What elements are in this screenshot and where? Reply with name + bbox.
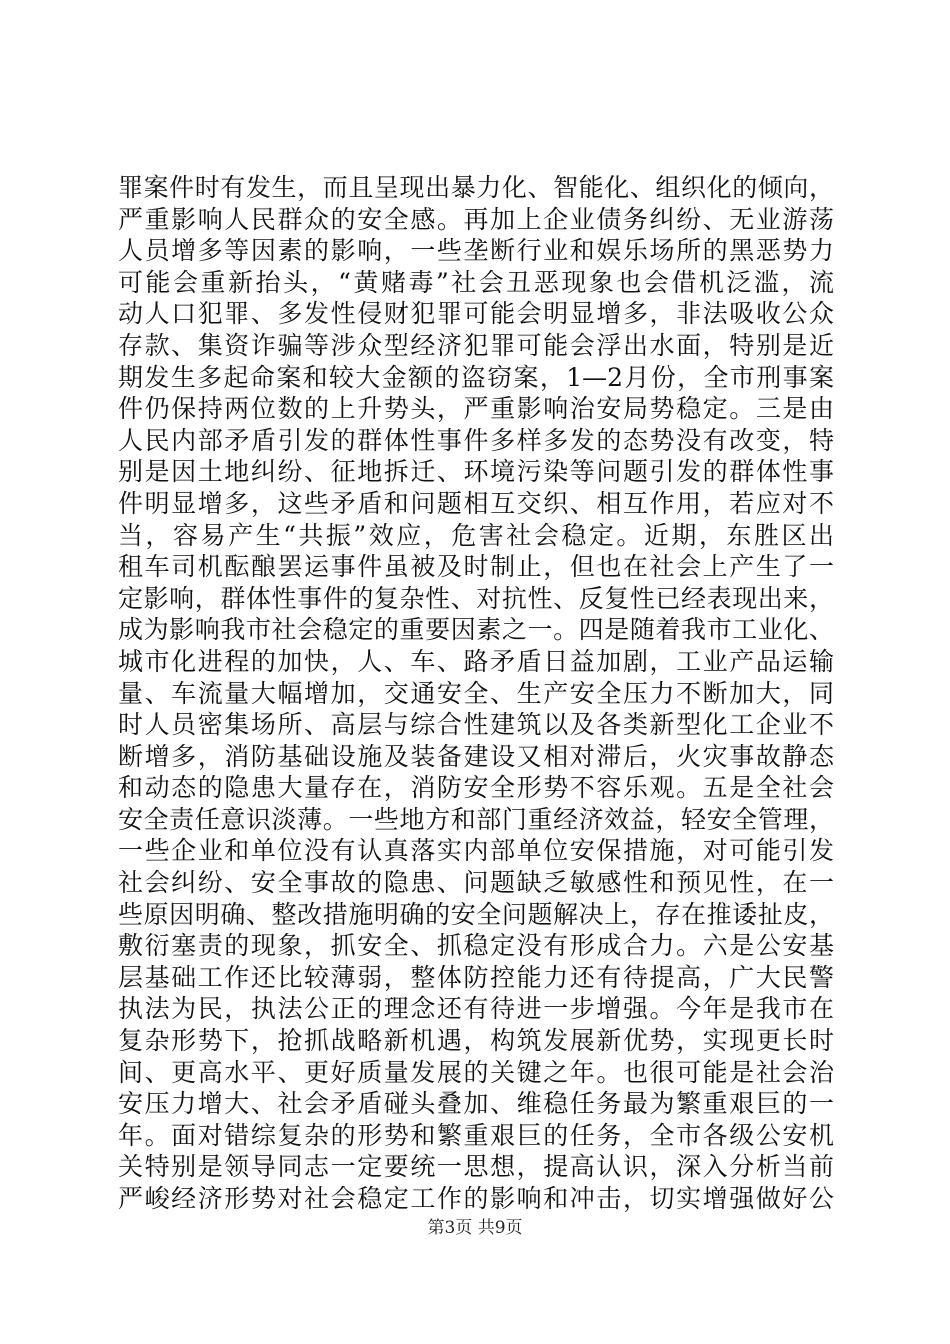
text-line: 和动态的隐患大量存在，消防安全形势不容乐观。五是全社会 — [118, 773, 834, 803]
text-line: 层基础工作还比较薄弱，整体防控能力还有待提高，广大民警 — [118, 962, 834, 992]
page-footer — [0, 1216, 950, 1240]
text-line: 人员增多等因素的影响，一些垄断行业和娱乐场所的黑恶势力 — [118, 236, 834, 266]
text-line: 年。面对错综复杂的形势和繁重艰巨的任务，全市各级公安机 — [118, 1120, 834, 1150]
text-line: 敷衍塞责的现象，抓安全、抓稳定没有形成合力。六是公安基 — [118, 931, 834, 961]
total-prefix: 共 — [477, 1218, 495, 1238]
text-line: 当，容易产生“共振”效应，危害社会稳定。近期，东胜区出 — [118, 520, 834, 550]
total-suffix: 页 — [505, 1218, 523, 1238]
text-line: 别是因土地纠纷、征地拆迁、环境污染等问题引发的群体性事 — [118, 457, 834, 487]
text-line: 关特别是领导同志一定要统一思想，提高认识，深入分析当前 — [118, 1152, 834, 1182]
text-line: 定影响，群体性事件的复杂性、对抗性、反复性已经表现出来， — [118, 583, 834, 613]
text-line: 量、车流量大幅增加，交通安全、生产安全压力不断加大，同 — [118, 678, 834, 708]
text-line: 间、更高水平、更好质量发展的关键之年。也很可能是社会治 — [118, 1057, 834, 1087]
text-line: 一些企业和单位没有认真落实内部单位安保措施，对可能引发 — [118, 836, 834, 866]
text-line: 复杂形势下，抢抓战略新机遇，构筑发展新优势，实现更长时 — [118, 1026, 834, 1056]
text-line: 成为影响我市社会稳定的重要因素之一。四是随着我市工业化、 — [118, 615, 834, 645]
text-line: 可能会重新抬头，“黄赌毒”社会丑恶现象也会借机泛滥，流 — [118, 267, 834, 297]
body-text — [118, 172, 834, 1215]
text-line: 期发生多起命案和较大金额的盗窃案，1—2月份，全市刑事案 — [118, 362, 834, 392]
text-line: 动人口犯罪、多发性侵财犯罪可能会明显增多，非法吸收公众 — [118, 299, 834, 329]
page-suffix: 页 — [455, 1218, 473, 1238]
text-line: 罪案件时有发生，而且呈现出暴力化、智能化、组织化的倾向， — [118, 173, 834, 202]
text-line: 断增多，消防基础设施及装备建设又相对滞后，火灾事故静态 — [118, 741, 834, 771]
text-line: 严重影响人民群众的安全感。再加上企业债务纠纷、无业游荡 — [118, 204, 834, 234]
text-line: 时人员密集场所、高层与综合性建筑以及各类新型化工企业不 — [118, 710, 834, 740]
page-prefix: 第 — [427, 1218, 445, 1238]
text-line: 件明显增多，这些矛盾和问题相互交织、相互作用，若应对不 — [118, 488, 834, 518]
text-line: 安压力增大、社会矛盾碰头叠加、维稳任务最为繁重艰巨的一 — [118, 1089, 834, 1119]
text-line: 存款、集资诈骗等涉众型经济犯罪可能会浮出水面，特别是近 — [118, 330, 834, 360]
text-line: 城市化进程的加快，人、车、路矛盾日益加剧，工业产品运输 — [118, 646, 834, 676]
text-line: 些原因明确、整改措施明确的安全问题解决上，存在推诿扯皮， — [118, 899, 834, 929]
current-page-number: 3 — [444, 1218, 456, 1238]
total-pages-number: 9 — [494, 1218, 506, 1238]
text-line: 租车司机酝酿罢运事件虽被及时制止，但也在社会上产生了一 — [118, 552, 834, 582]
text-line: 执法为民，执法公正的理念还有待进一步增强。今年是我市在 — [118, 994, 834, 1024]
text-line: 件仍保持两位数的上升势头，严重影响治安局势稳定。三是由 — [118, 394, 834, 424]
text-line: 严峻经济形势对社会稳定工作的影响和冲击，切实增强做好公 — [118, 1184, 834, 1213]
text-line: 人民内部矛盾引发的群体性事件多样多发的态势没有改变，特 — [118, 425, 834, 455]
text-line: 社会纠纷、安全事故的隐患、问题缺乏敏感性和预见性，在一 — [118, 868, 834, 898]
text-line: 安全责任意识淡薄。一些地方和部门重经济效益，轻安全管理， — [118, 804, 834, 834]
